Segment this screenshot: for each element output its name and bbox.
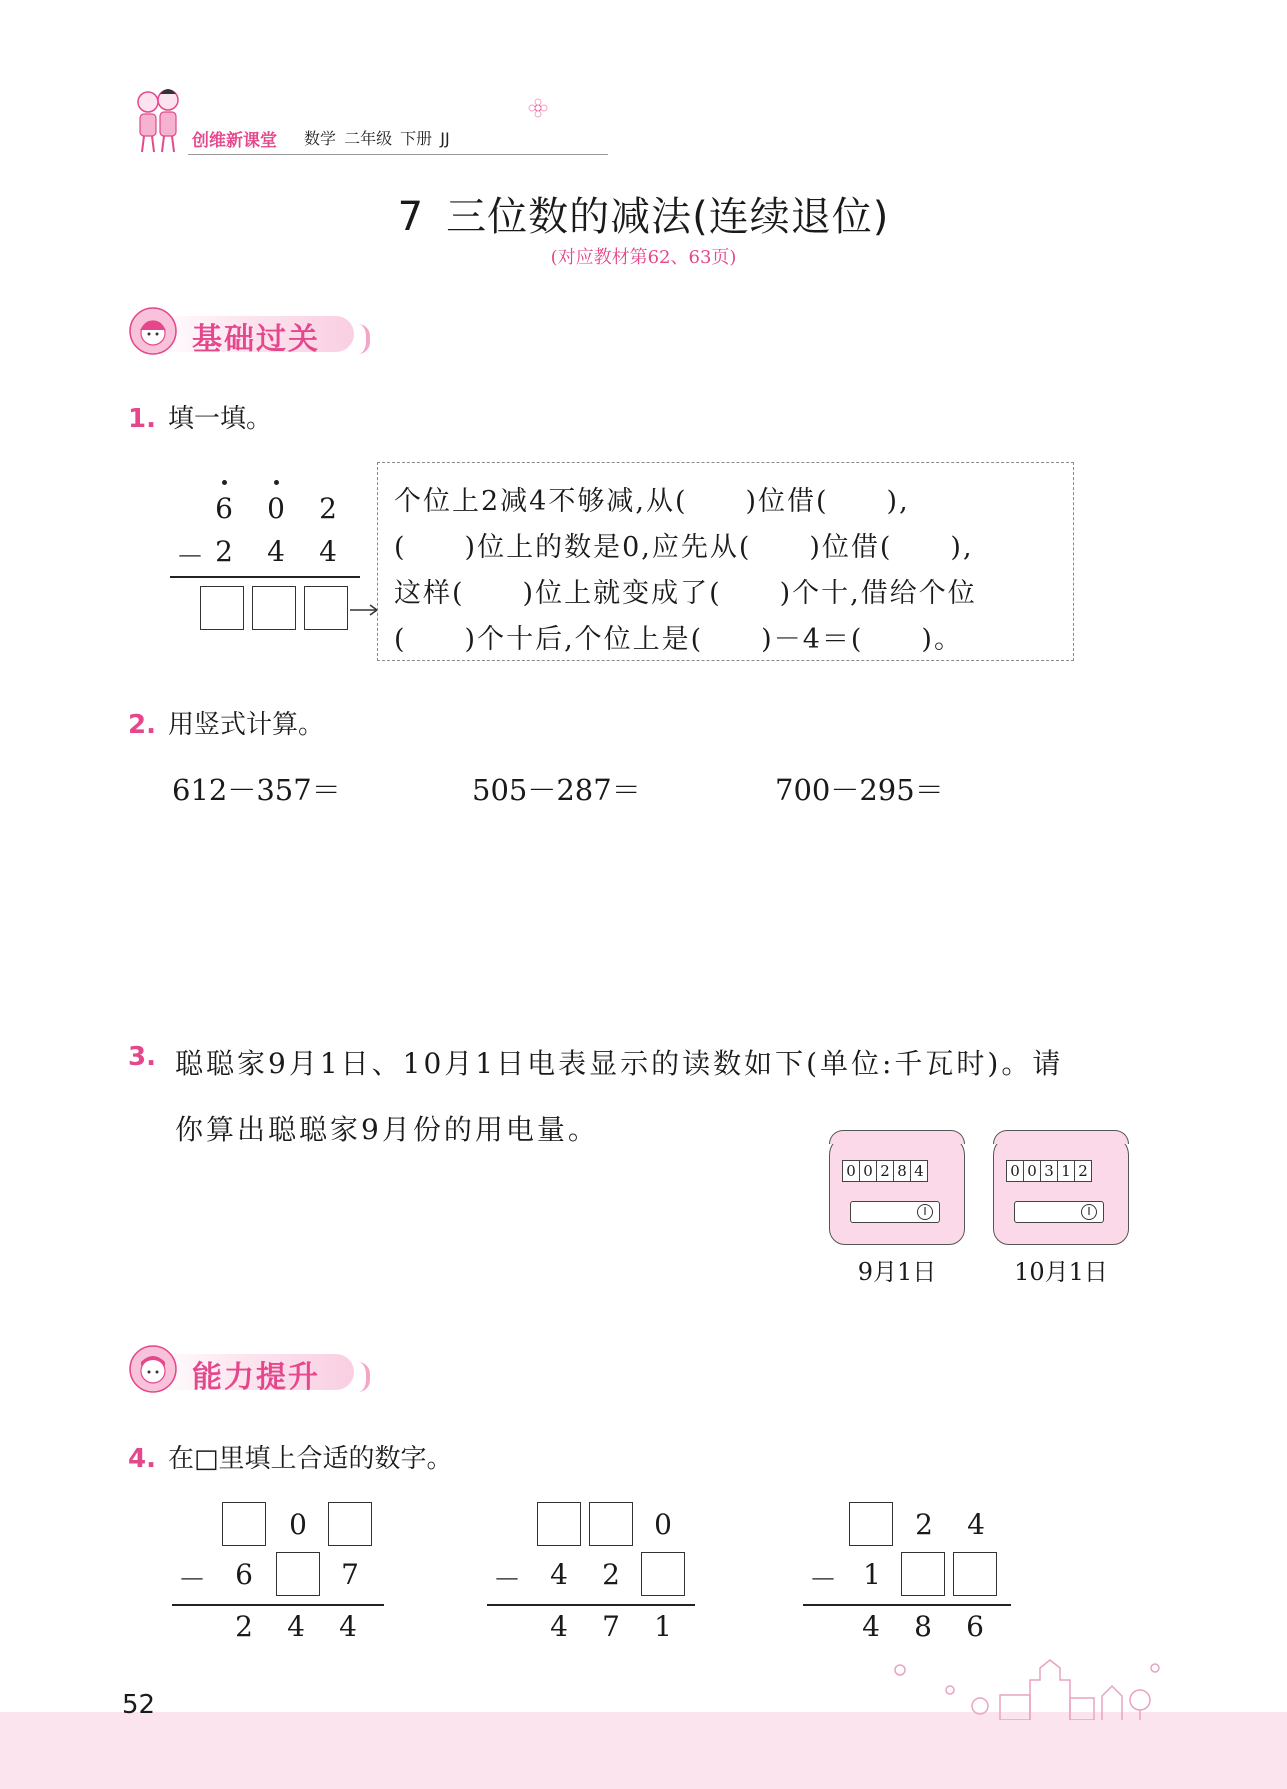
meter-slot xyxy=(1014,1201,1104,1223)
section-banner-advanced xyxy=(128,1340,378,1398)
explanation-line[interactable]: 这样( )位上就变成了( )个十,借给个位 xyxy=(394,578,977,609)
minus-sign: － xyxy=(177,1563,206,1596)
meter-digit: 4 xyxy=(914,1162,924,1180)
minuend-digit: 6 xyxy=(215,492,233,525)
minus-sign: － xyxy=(808,1563,837,1596)
blank-digit-box[interactable] xyxy=(849,1502,893,1546)
subtrahend-digit: 4 xyxy=(319,535,337,568)
borrow-dot xyxy=(222,480,227,485)
meter-top xyxy=(993,1130,1129,1144)
question-1-title xyxy=(128,398,272,435)
borrow-dot xyxy=(274,480,279,485)
sum-line xyxy=(172,1604,384,1606)
kids-mascot-icon xyxy=(128,84,188,156)
blank-digit-box[interactable] xyxy=(328,1502,372,1546)
meter-slot xyxy=(850,1201,940,1223)
blank-digit-box[interactable] xyxy=(276,1552,320,1596)
meter-knob-icon: I xyxy=(917,1204,933,1220)
top-digit: 0 xyxy=(654,1508,672,1541)
question-prompt: 填一填。 xyxy=(167,404,272,434)
subtrahend-digit: 4 xyxy=(267,535,285,568)
question-prompt: 用竖式计算。 xyxy=(167,710,324,740)
meter-knob-icon: I xyxy=(1081,1204,1097,1220)
flower-decoration-icon xyxy=(528,98,548,118)
result-digit: 7 xyxy=(602,1610,620,1643)
subtrahend-digit: 2 xyxy=(215,535,233,568)
header-divider xyxy=(188,154,608,155)
question-4-title xyxy=(128,1438,453,1475)
section-title: 能力提升 xyxy=(192,1360,320,1395)
sum-line xyxy=(170,576,360,578)
answer-box[interactable] xyxy=(200,586,244,630)
lesson-number: 7 xyxy=(397,194,425,240)
sum-line xyxy=(803,1604,1011,1606)
bottom-digit: 4 xyxy=(550,1558,568,1591)
blank-digit-box[interactable] xyxy=(901,1552,945,1596)
top-digit: 2 xyxy=(915,1508,933,1541)
electric-meter-oct xyxy=(993,1135,1129,1245)
q4-problem-3 xyxy=(803,1502,1033,1652)
meter-date-label: 10月1日 xyxy=(1014,1258,1108,1286)
footer-band xyxy=(0,1712,1287,1789)
brand-name: 创维新课堂 xyxy=(192,131,277,151)
q4-problem-2 xyxy=(487,1502,717,1652)
question-number: 1. xyxy=(128,404,156,434)
result-digit: 1 xyxy=(654,1610,672,1643)
bottom-digit: 7 xyxy=(341,1558,359,1591)
result-digit: 4 xyxy=(339,1610,357,1643)
question-3-text-line2: 你算出聪聪家9月份的用电量。 xyxy=(175,1113,599,1146)
result-digit: 6 xyxy=(966,1610,984,1643)
blank-digit-box[interactable] xyxy=(537,1502,581,1546)
result-digit: 4 xyxy=(862,1610,880,1643)
bottom-digit: 6 xyxy=(235,1558,253,1591)
answer-box[interactable] xyxy=(252,586,296,630)
sum-line xyxy=(487,1604,695,1606)
girl-avatar-icon xyxy=(128,306,178,356)
blank-digit-box[interactable] xyxy=(641,1552,685,1596)
meter-digit: 0 xyxy=(843,1161,860,1181)
meter-digit: 1 xyxy=(1058,1161,1075,1181)
question-number: 2. xyxy=(128,710,156,740)
book-info: 数学 二年级 下册 JJ xyxy=(304,129,450,148)
minuend-digit: 2 xyxy=(319,492,337,525)
result-digit: 4 xyxy=(287,1610,305,1643)
result-digit: 2 xyxy=(235,1610,253,1643)
minus-sign: － xyxy=(492,1563,521,1596)
explanation-line[interactable]: 个位上2减4不够减,从( )位借( ), xyxy=(394,486,910,517)
page-number: 52 xyxy=(122,1690,156,1720)
result-digit: 4 xyxy=(550,1610,568,1643)
question-prompt: 在□里填上合适的数字。 xyxy=(167,1444,453,1474)
section-title: 基础过关 xyxy=(192,322,320,357)
electric-meter-sep xyxy=(829,1135,965,1245)
explanation-line[interactable]: ( )位上的数是0,应先从( )位借( ), xyxy=(394,532,974,563)
meter-reading xyxy=(842,1160,928,1182)
calc-expression: 612－357＝ xyxy=(172,773,341,807)
page-header xyxy=(128,84,528,160)
meter-digit: 2 xyxy=(877,1161,894,1181)
bottom-digit: 2 xyxy=(602,1558,620,1591)
question-number: 4. xyxy=(128,1444,156,1474)
blank-digit-box[interactable] xyxy=(589,1502,633,1546)
lesson-title-text: 三位数的减法(连续退位) xyxy=(446,194,890,240)
meter-digit: 3 xyxy=(1041,1161,1058,1181)
q4-problem-1 xyxy=(172,1502,402,1652)
meter-date-label: 9月1日 xyxy=(857,1258,937,1286)
arrow-right-icon xyxy=(350,602,380,618)
minuend-digit: 0 xyxy=(267,492,285,525)
explanation-line[interactable]: ( )个十后,个位上是( )－4＝( )。 xyxy=(394,624,963,655)
banner-ribbon-tail xyxy=(350,324,370,354)
meter-digit: 2 xyxy=(1078,1162,1088,1180)
castle-decoration-icon xyxy=(880,1650,1170,1720)
q1-vertical-subtraction xyxy=(170,468,370,648)
boy-avatar-icon xyxy=(128,1344,178,1394)
meter-reading xyxy=(1006,1160,1092,1182)
meter-digit: 0 xyxy=(860,1161,877,1181)
blank-digit-box[interactable] xyxy=(953,1552,997,1596)
question-number: 3. xyxy=(128,1042,156,1072)
bottom-digit: 1 xyxy=(863,1558,881,1591)
calc-expression: 700－295＝ xyxy=(775,773,944,807)
question-2-title xyxy=(128,704,324,741)
top-digit: 4 xyxy=(967,1508,985,1541)
banner-ribbon-tail xyxy=(350,1362,370,1392)
question-3-text-line1: 聪聪家9月1日、10月1日电表显示的读数如下(单位:千瓦时)。请 xyxy=(175,1047,1064,1080)
result-digit: 8 xyxy=(914,1610,932,1643)
meter-top xyxy=(829,1130,965,1144)
lesson-title xyxy=(0,185,1287,242)
meter-digit: 0 xyxy=(1007,1161,1024,1181)
calc-expression: 505－287＝ xyxy=(472,773,641,807)
q1-explanation-box xyxy=(377,462,1074,661)
textbook-reference: (对应教材第62、63页) xyxy=(550,247,737,268)
meter-digit: 8 xyxy=(894,1161,911,1181)
section-banner-basic xyxy=(128,302,378,360)
top-digit: 0 xyxy=(289,1508,307,1541)
meter-digit: 0 xyxy=(1024,1161,1041,1181)
blank-digit-box[interactable] xyxy=(222,1502,266,1546)
answer-box[interactable] xyxy=(304,586,348,630)
minus-sign: － xyxy=(175,540,204,573)
